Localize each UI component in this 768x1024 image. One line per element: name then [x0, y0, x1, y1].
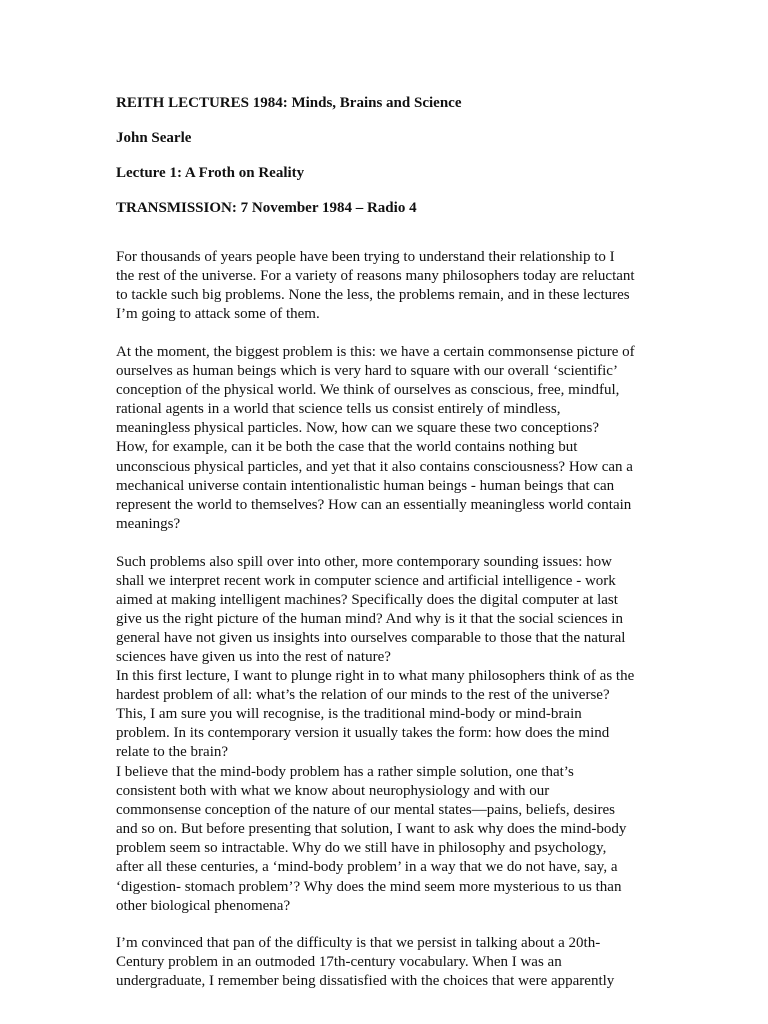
paragraph-4 [116, 667, 634, 762]
text-line: rational agents in a world that science tells us consist entirely of mindless, [116, 401, 561, 418]
text-line: represent the world to themselves? How can an essentially meaningless world contain [116, 496, 632, 513]
text-line: Century problem in an outmoded 17th-century vocabulary. When I was an [116, 954, 562, 971]
text-line: mechanical universe contain intentionalistic human beings - human beings that can [116, 477, 615, 494]
text-line: How, for example, can it be both the case that the world contains nothing but [116, 439, 578, 456]
text-line: commonsense conception of the nature of our mental states—pains, beliefs, desires [116, 802, 616, 819]
text-line: meanings? [116, 515, 181, 532]
text-line: hardest problem of all: what’s the relation of our minds to the rest of the universe? [116, 687, 610, 704]
text-line: problem. In its contemporary version it usually takes the form: how does the mind [116, 725, 610, 742]
text-line: sciences have given us into the rest of nature? [116, 649, 391, 666]
text-line: At the moment, the biggest problem is this: we have a certain commonsense picture of [116, 344, 635, 360]
series-title: REITH LECTURES 1984: Minds, Brains and Science [116, 95, 462, 111]
text-line: the rest of the universe. For a variety of reasons many philosophers today are reluctant [116, 268, 635, 285]
text-line: aimed at making intelligent machines? Specifically does the digital computer at last [116, 592, 618, 609]
text-line: general have not given us insights into ourselves comparable to those that the natural [116, 630, 626, 647]
paragraph-1 [116, 248, 635, 324]
paragraph-6 [116, 934, 614, 991]
text-line: give us the right picture of the human mind? And why is it that the social sciences in [116, 611, 623, 628]
lecture-title: Lecture 1: A Froth on Reality [116, 165, 305, 181]
text-line: undergraduate, I remember being dissatisfied with the choices that were apparently [116, 973, 615, 990]
text-line: meaningless physical particles. Now, how can we square these two conceptions? [116, 420, 600, 437]
text-line: consistent both with what we know about neurophysiology and with our [116, 783, 550, 800]
author-name: John Searle [116, 130, 192, 146]
text-line: after all these centuries, a ‘mind-body problem’ in a way that we do not have, say, a [116, 859, 618, 876]
text-line: shall we interpret recent work in computer science and artificial intelligence - work [116, 573, 616, 590]
text-line: other biological phenomena? [116, 897, 291, 914]
text-line: to tackle such big problems. None the less, the problems remain, and in these lectures [116, 287, 630, 304]
text-line: relate to the brain? [116, 744, 229, 761]
text-line: In this first lecture, I want to plunge right in to what many philosophers think of as the [116, 668, 635, 684]
text-line: I’m convinced that pan of the difficulty is that we persist in talking about a 20th- [116, 935, 601, 951]
transmission-info: TRANSMISSION: 7 November 1984 – Radio 4 [116, 200, 417, 216]
text-line: I believe that the mind-body problem has a rather simple solution, one that’s [116, 764, 574, 780]
text-line: I’m going to attack some of them. [116, 306, 320, 323]
text-line: conception of the physical world. We think of ourselves as conscious, free, mindful, [116, 382, 620, 399]
text-line: Such problems also spill over into other, more contemporary sounding issues: how [116, 554, 612, 570]
text-line: and so on. But before presenting that solution, I want to ask why does the mind-body [116, 821, 627, 838]
text-line: ourselves as human beings which is very hard to square with our overall ‘scientific’ [116, 363, 618, 380]
text-line: For thousands of years people have been trying to understand their relationship to I [116, 249, 615, 265]
text-line: ‘digestion- stomach problem’? Why does the mind seem more mysterious to us than [116, 878, 622, 895]
paragraph-3 [116, 553, 625, 668]
paragraph-5 [116, 763, 626, 916]
paragraph-2 [116, 343, 635, 534]
text-line: problem seem so intractable. Why do we still have in philosophy and psychology, [116, 840, 607, 857]
text-line: This, I am sure you will recognise, is the traditional mind-body or mind-brain [116, 706, 582, 723]
text-line: unconscious physical particles, and yet that it also contains consciousness? How can a [116, 458, 633, 475]
